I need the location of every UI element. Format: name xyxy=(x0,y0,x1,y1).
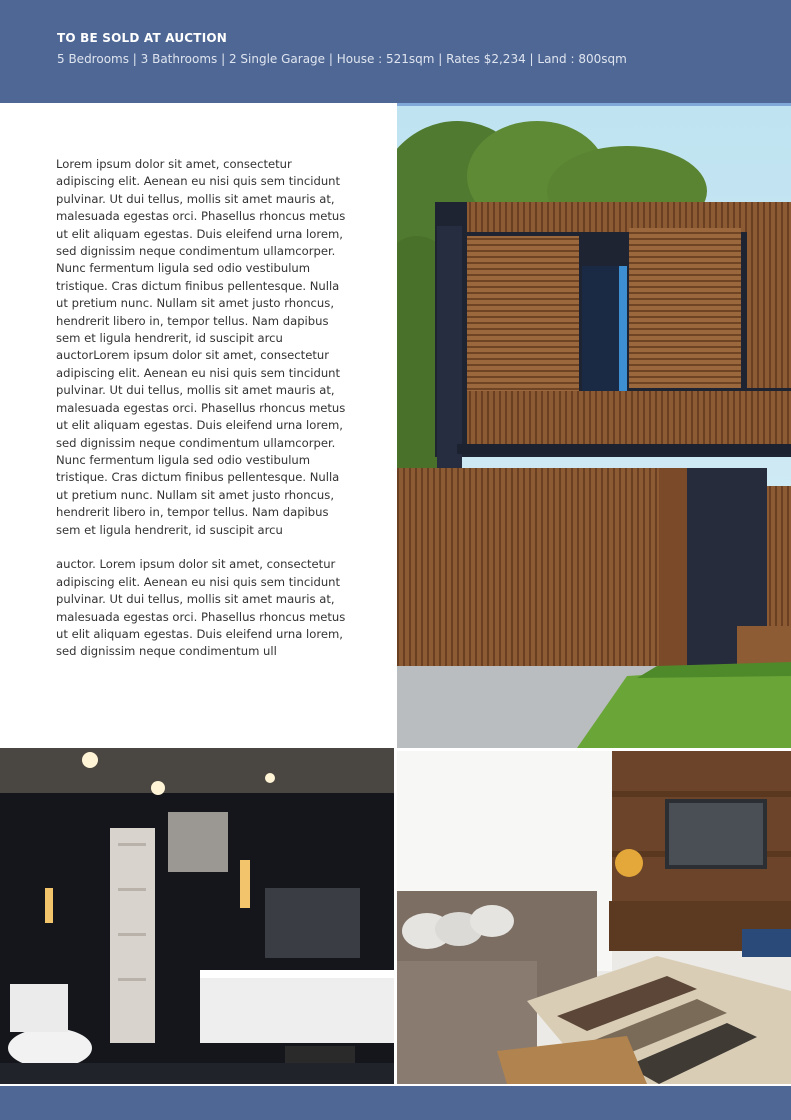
description-paragraph-2: auctor. Lorem ipsum dolor sit amet, consectetur adipiscing elit. Aenean eu nisi quis sem tincidunt pulvinar. Ut dui tellus, mollis sit amet mauris at, malesuada egestas orci. Phasellus rhoncus metus ut elit aliquam egestas. Duis eleifend urna lorem, sed dignissim neque condimentum ull xyxy=(56,557,346,659)
description-text xyxy=(56,156,351,678)
exterior-photo xyxy=(397,106,791,748)
living-room-photo xyxy=(397,751,791,1084)
header-banner xyxy=(0,0,791,103)
listing-title: TO BE SOLD AT AUCTION xyxy=(57,31,227,45)
description-paragraph-1: Lorem ipsum dolor sit amet, consectetur adipiscing elit. Aenean eu nisi quis sem tincidunt pulvinar. Ut dui tellus, mollis sit amet mauris at, malesuada egestas orci. Phasellus rhoncus metus ut elit aliquam egestas. Duis eleifend urna lorem, sed dignissim neque condimentum ullamcorper. Nunc fermentum ligula sed odio vestibulum tristique. Cras dictum finibus pellentesque. Nulla ut pretium nunc. Nullam sit amet justo rhoncus, hendrerit libero in, tempor tellus. Nam dapibus sem et ligula hendrerit, id suscipit arcu auctorLorem ipsum dolor sit amet, consectetur adipiscing elit. Aenean eu nisi quis sem tincidunt pulvinar. Ut dui tellus, mollis sit amet mauris at, malesuada egestas orci. Phasellus rhoncus metus ut elit aliquam egestas. Duis eleifend urna lorem, sed dignissim neque condimentum ullamcorper. Nunc fermentum ligula sed odio vestibulum tristique. Cras dictum finibus pellentesque. Nulla ut pretium nunc. Nullam sit amet justo rhoncus, hendrerit libero in, tempor tellus. Nam dapibus sem et ligula hendrerit, id suscipit arcu xyxy=(56,157,346,537)
bathroom-photo xyxy=(0,748,394,1084)
listing-specs: 5 Bedrooms | 3 Bathrooms | 2 Single Garage | House : 521sqm | Rates $2,234 | Land : 800sqm xyxy=(57,52,627,66)
footer-banner xyxy=(0,1086,791,1120)
